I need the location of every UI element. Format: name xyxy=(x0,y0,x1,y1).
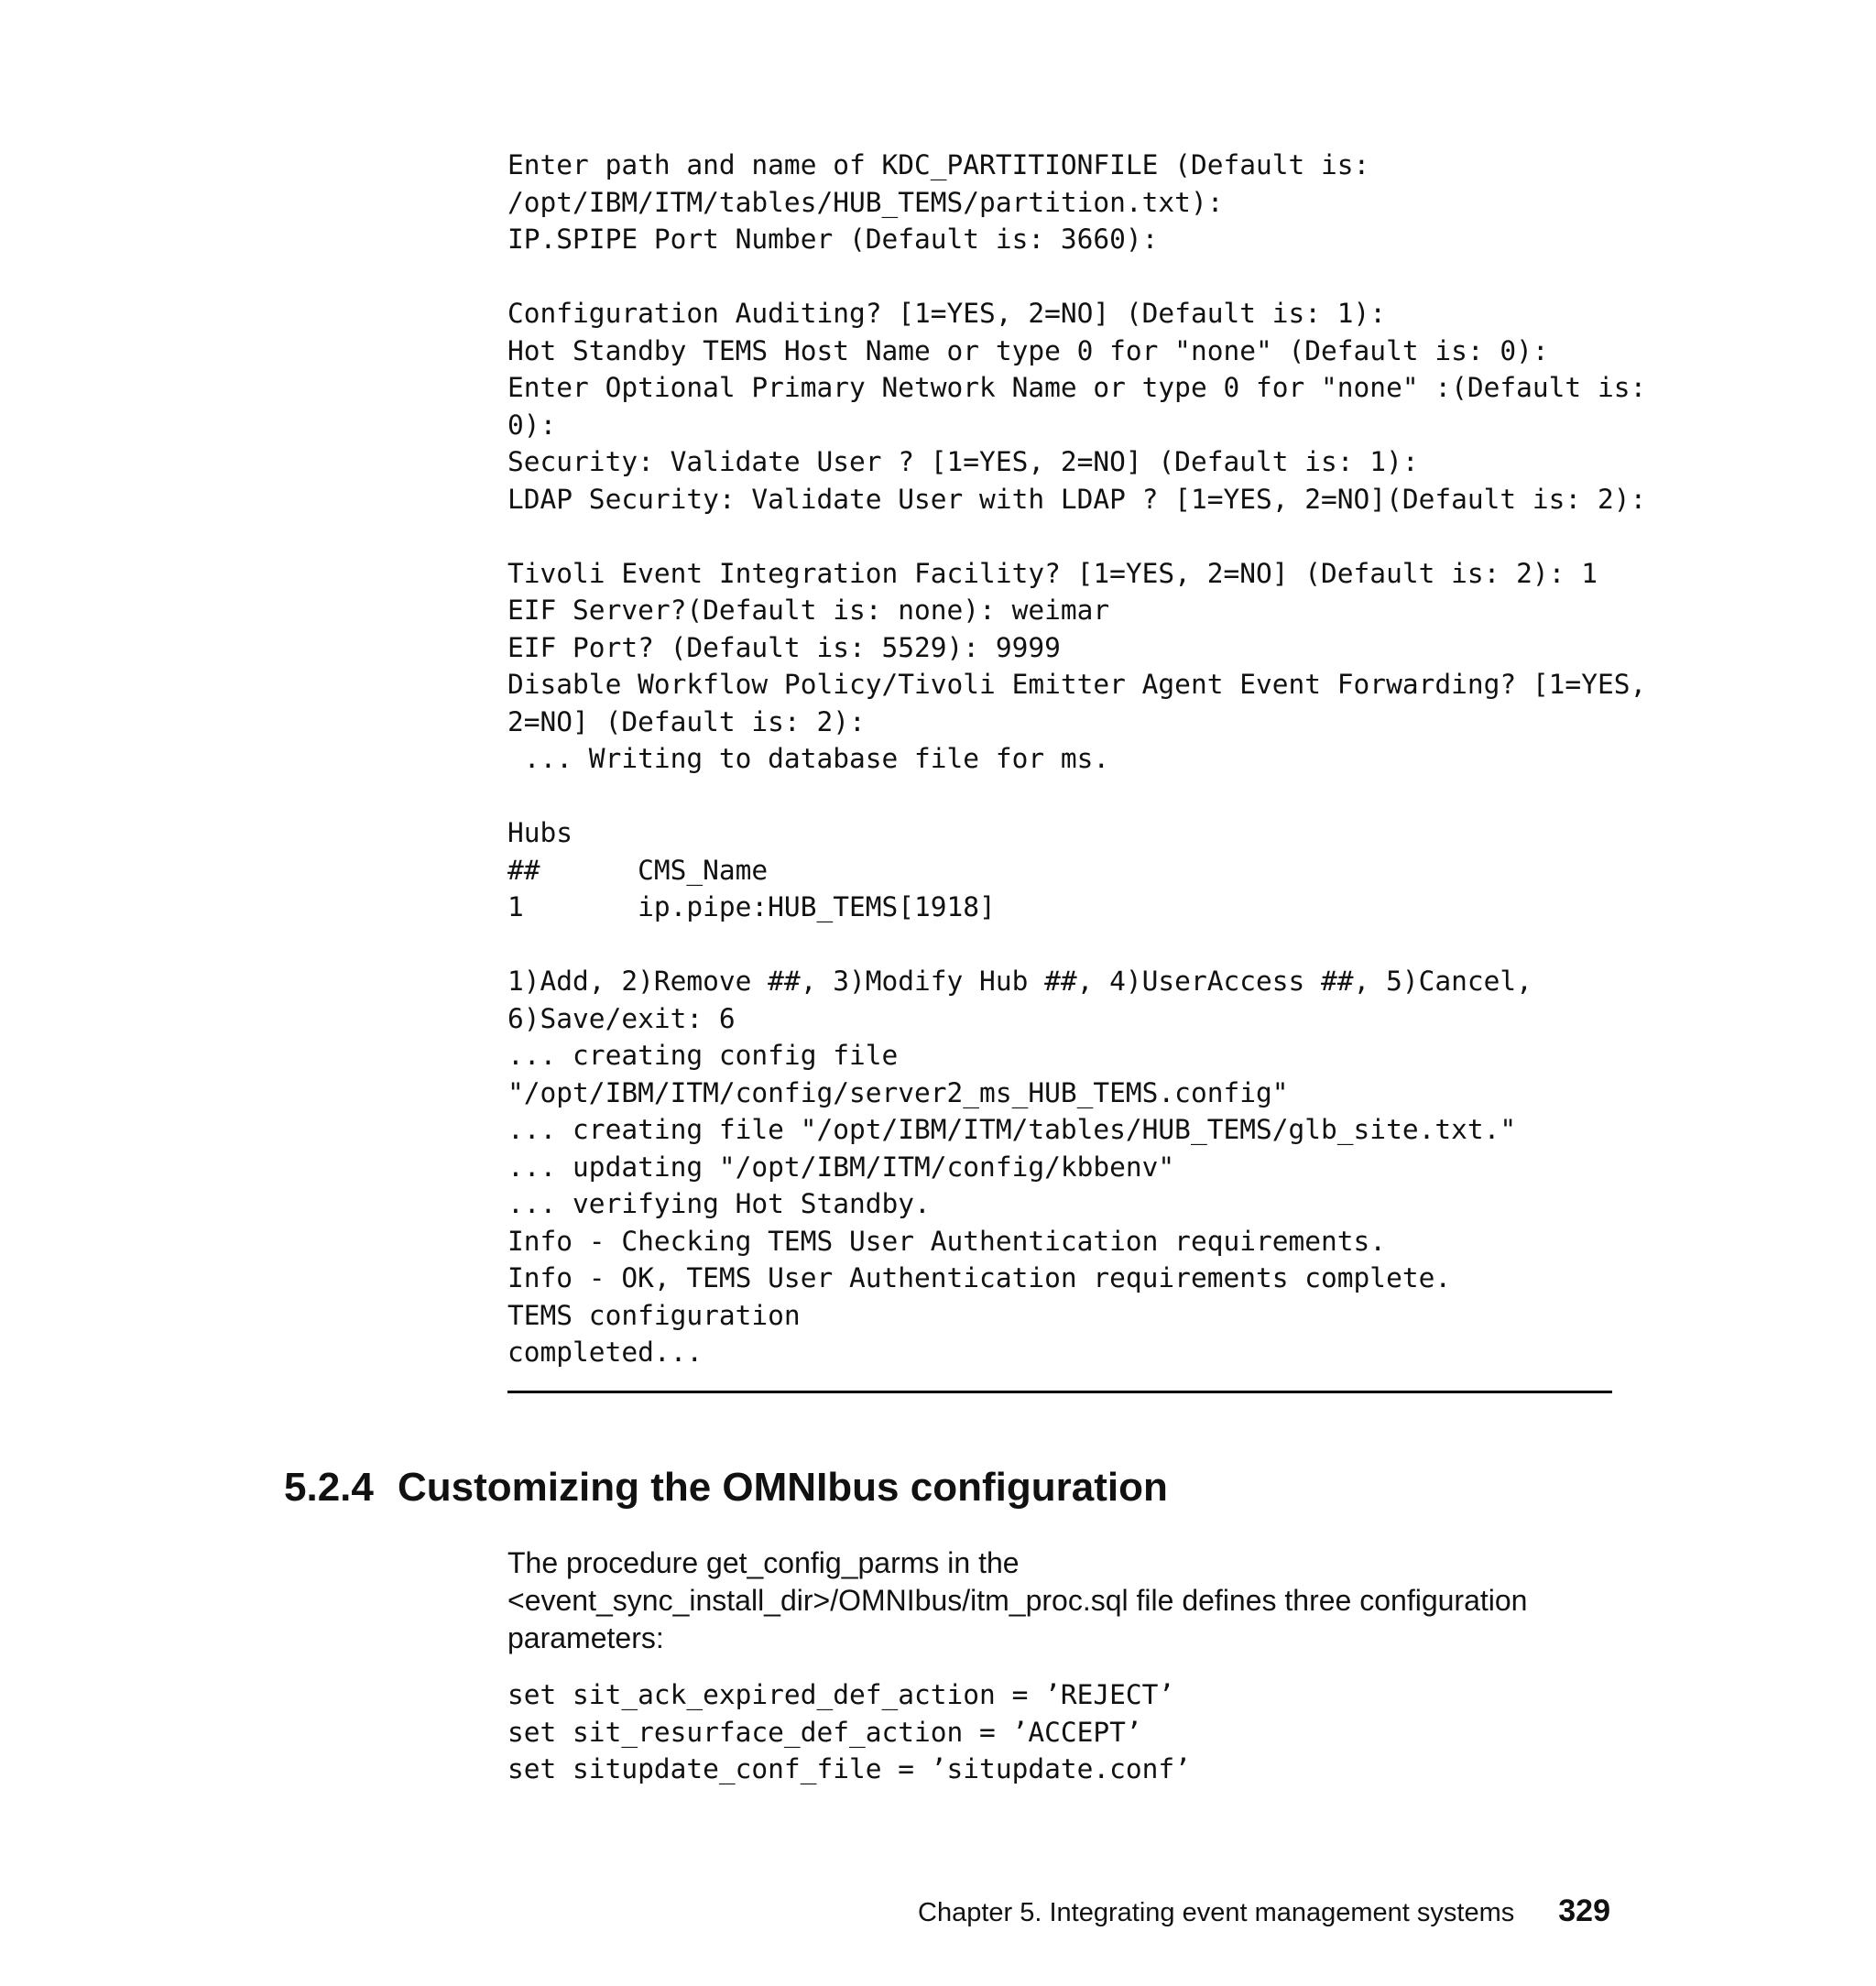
code-line: Disable Workflow Policy/Tivoli Emitter Agent Event Forwarding? [1=YES, xyxy=(507,669,1647,700)
code-line: Enter path and name of KDC_PARTITIONFILE (Default is: xyxy=(507,149,1370,180)
code-line: completed... xyxy=(507,1337,704,1368)
code-line: Enter Optional Primary Network Name or type 0 for "none" :(Default is: xyxy=(507,372,1647,403)
paragraph-line: parameters: xyxy=(507,1621,664,1654)
section-heading xyxy=(284,1462,1168,1513)
code-line: 1 ip.pipe:HUB_TEMS[1918] xyxy=(507,891,996,922)
listing-end-rule xyxy=(507,1391,1612,1393)
code-line: 6)Save/exit: 6 xyxy=(507,1002,736,1034)
code-line: ... Writing to database file for ms. xyxy=(507,743,1110,774)
page-footer xyxy=(918,1893,1610,1931)
code-line: EIF Server?(Default is: none): weimar xyxy=(507,595,1110,626)
paragraph-line: The procedure get_config_parms in the xyxy=(507,1546,1020,1579)
code-line: IP.SPIPE Port Number (Default is: 3660): xyxy=(507,224,1159,255)
code-line: set situpdate_conf_file = ’situpdate.conf’ xyxy=(507,1753,1191,1784)
code-line: Tivoli Event Integration Facility? [1=YES, 2=NO] (Default is: 2): 1 xyxy=(507,557,1598,589)
code-line: EIF Port? (Default is: 5529): 9999 xyxy=(507,631,1061,663)
terminal-output-listing xyxy=(507,147,1647,1371)
section-number: 5.2.4 xyxy=(284,1465,374,1510)
paragraph-line: <event_sync_install_dir>/OMNIbus/itm_proc.sql file defines three configuration xyxy=(507,1584,1528,1617)
code-line: set sit_ack_expired_def_action = ’REJECT’ xyxy=(507,1679,1175,1710)
code-line: set sit_resurface_def_action = ’ACCEPT’ xyxy=(507,1716,1142,1748)
config-parameters-listing xyxy=(507,1676,1191,1788)
code-line: /opt/IBM/ITM/tables/HUB_TEMS/partition.txt): xyxy=(507,186,1224,218)
body-paragraph xyxy=(507,1544,1616,1657)
code-line: ... updating "/opt/IBM/ITM/config/kbbenv" xyxy=(507,1151,1175,1183)
page-number: 329 xyxy=(1558,1893,1610,1928)
code-line: Configuration Auditing? [1=YES, 2=NO] (Default is: 1): xyxy=(507,298,1387,329)
code-line: 0): xyxy=(507,409,557,441)
code-line: "/opt/IBM/ITM/config/server2_ms_HUB_TEMS.config" xyxy=(507,1076,1289,1108)
code-line: Hot Standby TEMS Host Name or type 0 for "none" (Default is: 0): xyxy=(507,334,1549,366)
code-line: 2=NO] (Default is: 2): xyxy=(507,705,866,737)
footer-chapter-title: Chapter 5. Integrating event management systems xyxy=(918,1898,1515,1927)
code-line: Info - OK, TEMS User Authentication requirements complete. xyxy=(507,1262,1452,1293)
section-title: Customizing the OMNIbus configuration xyxy=(398,1465,1168,1510)
code-line: LDAP Security: Validate User with LDAP ? [1=YES, 2=NO](Default is: 2): xyxy=(507,483,1647,515)
code-line: Security: Validate User ? [1=YES, 2=NO] (Default is: 1): xyxy=(507,446,1419,477)
code-line: ... creating file "/opt/IBM/ITM/tables/HUB_TEMS/glb_site.txt." xyxy=(507,1114,1517,1145)
code-line: ... creating config file xyxy=(507,1040,899,1071)
code-line: ... verifying Hot Standby. xyxy=(507,1188,931,1219)
code-line: ## CMS_Name xyxy=(507,854,769,886)
code-line: Info - Checking TEMS User Authentication requirements. xyxy=(507,1225,1387,1257)
code-line: 1)Add, 2)Remove ##, 3)Modify Hub ##, 4)UserAccess ##, 5)Cancel, xyxy=(507,966,1532,997)
code-line: TEMS configuration xyxy=(507,1299,801,1331)
code-line: Hubs xyxy=(507,817,573,848)
